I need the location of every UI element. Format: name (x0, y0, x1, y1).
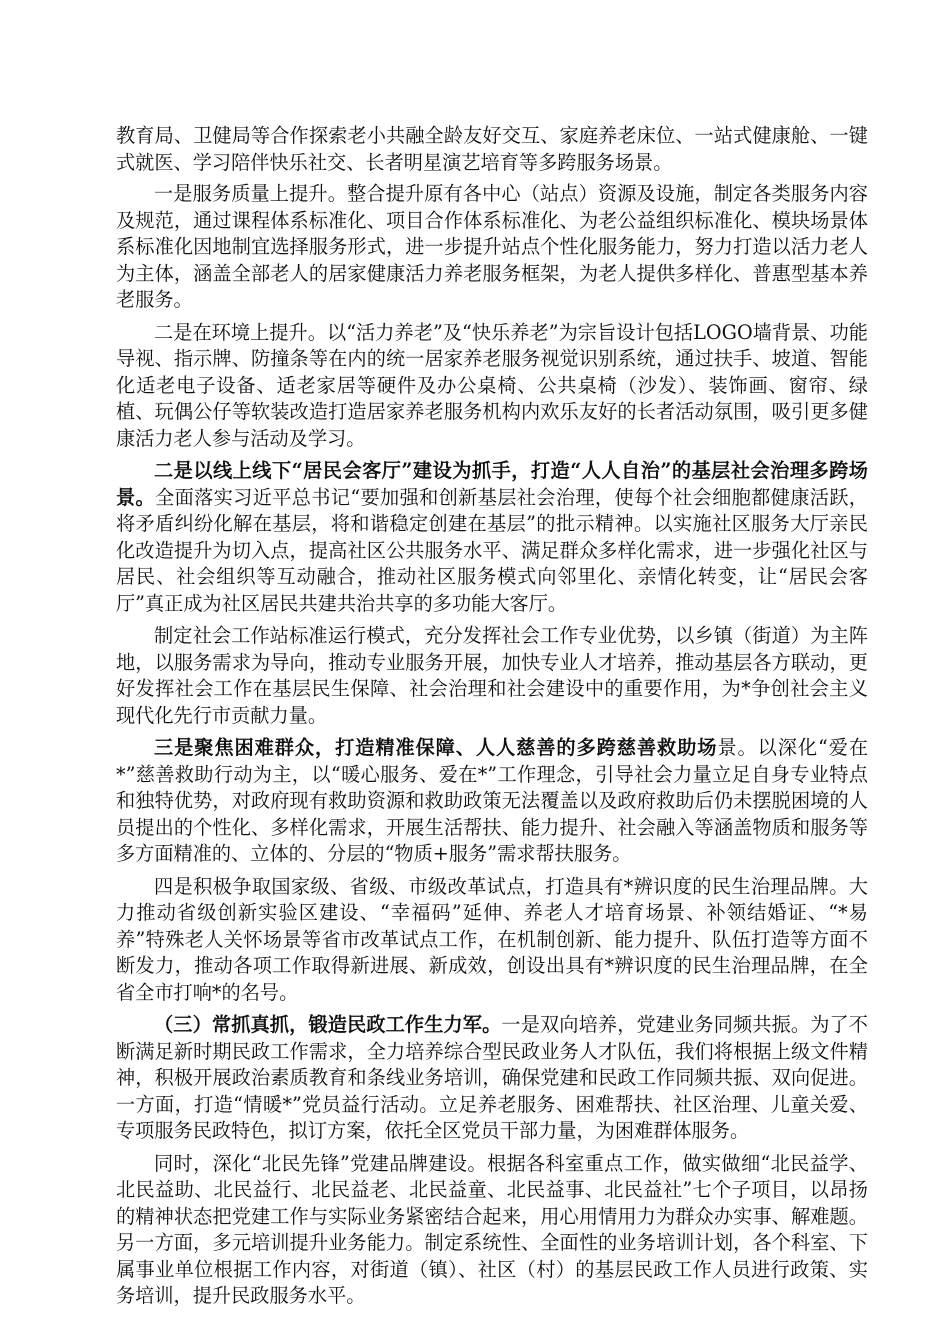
paragraph-6 (116, 735, 868, 868)
paragraph-9 (116, 1151, 868, 1310)
paragraph-8 (116, 1012, 868, 1145)
paragraph-2 (116, 181, 868, 314)
paragraph-9-text: 同时，深化“北民先锋”党建品牌建设。根据各科室重点工作，做实做细“北民益学、北民益助、北民益行、北民益老、北民益童、北民益事、北民益社”七个子项目，以昂扬的精神状态把党建工作与实际业务紧密结合起来，用心用情用力为群众办实事、解难题。另一方面，多元培训提升业务能力。制定系统性、全面性的业务培训计划，各个科室、下属事业单位根据工作内容，对街道（镇）、社区（村）的基层民政工作人员进行政策、实务培训，提升民政服务水平。 (116, 1151, 868, 1307)
paragraph-4-heading: 二是以线上线下“居民会客厅”建设为抓手，打造“人人自治”的基层社会治理多跨场景。 (116, 459, 868, 509)
paragraph-1-text: 教育局、卫健局等合作探索老小共融全龄友好交互、家庭养老床位、一站式健康舱、一键式就医、学习陪伴快乐社交、长者明星演艺培育等多跨服务场景。 (116, 124, 868, 174)
paragraph-5 (116, 623, 868, 729)
paragraph-3 (116, 320, 868, 453)
paragraph-7 (116, 874, 868, 1007)
paragraph-1 (116, 123, 868, 176)
paragraph-8-text: 一是双向培养，党建业务同频共振。为了不断满足新时期民政工作需求，全力培养综合型民政业务人才队伍，我们将根据上级文件精神，积极开展政治素质教育和条线业务培训，确保党建和民政工作同频共振、双向促进。一方面，打造“情暖*”党员益行活动。立足养老服务、困难帮扶、社区治理、儿童关爱、专项服务民政特色，拟订方案，依托全区党员干部力量，为困难群体服务。 (116, 1013, 868, 1142)
paragraph-6-heading: 三是聚焦困难群众，打造精准保障、人人慈善的多跨慈善救助场 (154, 736, 718, 759)
paragraph-2-text: 一是服务质量上提升。整合提升原有各中心（站点）资源及设施，制定各类服务内容及规范，通过课程体系标准化、项目合作体系标准化、为老公益组织标准化、模块场景体系标准化因地制宜选择服务形式，进一步提升站点个性化服务能力，努力打造以活力老人为主体，涵盖全部老人的居家健康活力养老服务框架，为老人提供多样化、普惠型基本养老服务。 (116, 182, 868, 311)
paragraph-4 (116, 458, 868, 617)
paragraph-7-text: 四是积极争取国家级、省级、市级改革试点，打造具有*辨识度的民生治理品牌。大力推动省级创新实验区建设、“幸福码”延伸、养老人才培育场景、补领结婚证、“*易养”特殊老人关怀场景等省市改革试点工作，在机制创新、能力提升、队伍打造等方面不断发力，推动各项工作取得新进展、新成效，创设出具有*辨识度的民生治理品牌，在全省全市打响*的名号。 (116, 874, 868, 1004)
paragraph-3-text: 二是在环境上提升。以“活力养老”及“快乐养老”为宗旨设计包括LOGO墙背景、功能导视、指示牌、防撞条等在内的统一居家养老服务视觉识别系统，通过扶手、坡道、智能化适老电子设备、适老家居等硬件及办公桌椅、公共桌椅（沙发）、装饰画、窗帘、绿植、玩偶公仔等软装改造打造居家养老服务机构内欢乐友好的长者活动氛围，吸引更多健康活力老人参与活动及学习。 (116, 320, 868, 450)
paragraph-8-heading: （三）常抓真抓，锻造民政工作生力军。 (154, 1013, 502, 1036)
paragraph-6-text: 景。以深化“爱在*”慈善救助行动为主，以“暖心服务、爱在*”工作理念，引导社会力量立足自身专业特点和独特优势，对政府现有救助资源和救助政策无法覆盖以及政府救助后仍未摆脱困境的人员提出的个性化、多样化需求，开展生活帮扶、能力提升、社会融入等涵盖物质和服务等多方面精准的、立体的、分层的“物质+服务”需求帮扶服务。 (116, 736, 869, 865)
document-page (116, 123, 868, 1316)
paragraph-4-text: 全面落实习近平总书记“要加强和创新基层社会治理，使每个社会细胞都健康活跃，将矛盾纠纷化解在基层，将和谐稳定创建在基层”的批示精神。以实施社区服务大厅亲民化改造提升为切入点，提高社区公共服务水平、满足群众多样化需求，进一步强化社区与居民、社会组织等互动融合，推动社区服务模式向邻里化、亲情化转变，让“居民会客厅”真正成为社区居民共建共治共享的多功能大客厅。 (116, 485, 868, 615)
paragraph-5-text: 制定社会工作站标准运行模式，充分发挥社会工作专业优势，以乡镇（街道）为主阵地，以服务需求为导向，推动专业服务开展，加快专业人才培养，推动基层各方联动，更好发挥社会工作在基层民生保障、社会治理和社会建设中的重要作用，为*争创社会主义现代化先行市贡献力量。 (116, 624, 868, 727)
